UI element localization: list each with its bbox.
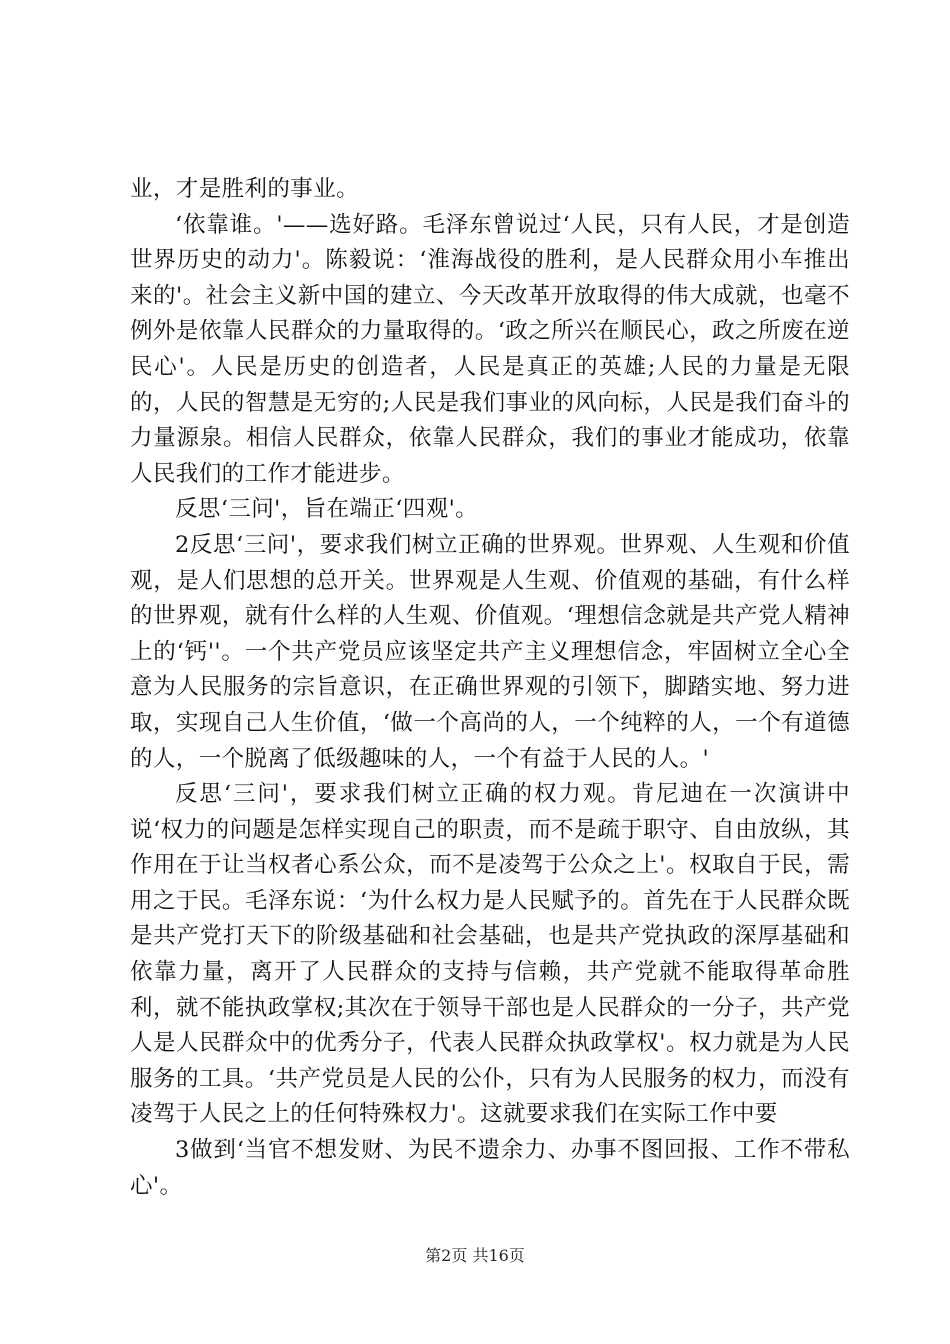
paragraph-2: ‘依靠谁。'——选好路。毛泽东曾说过‘人民，只有人民，才是创造世界历史的动力'。陈毅说：‘淮海战役的胜利，是人民群众用小车推出来的'。社会主义新中国的建立、今天改革开放取得的伟大成就，也毫不例外是依靠人民群众的力量取得的。‘政之所兴在顺民心，政之所废在逆民心'。人民是历史的创造者，人民是真正的英雄;人民的力量是无限的，人民的智慧是无穷的;人民是我们事业的风向标，人民是我们奋斗的力量源泉。相信人民群众，依靠人民群众，我们的事业才能成功，依靠人民我们的工作才能进步。 xyxy=(130,211,850,487)
paragraph-6: 3做到‘当官不想发财、为民不遗余力、办事不图回报、工作不带私心'。 xyxy=(130,1137,850,1199)
paragraph-1: 业，才是胜利的事业。 xyxy=(130,176,360,202)
document-body xyxy=(130,172,850,1204)
paragraph-4: 2反思‘三问'，要求我们树立正确的世界观。世界观、人生观和价值观，是人们思想的总开关。世界观是人生观、价值观的基础，有什么样的世界观，就有什么样的人生观、价值观。‘理想信念就是共产党人精神上的‘钙''。一个共产党员应该坚定共产主义理想信念，牢固树立全心全意为人民服务的宗旨意识，在正确世界观的引领下，脚踏实地、努力进取，实现自己人生价值，‘做一个高尚的人，一个纯粹的人，一个有道德的人，一个脱离了低级趣味的人，一个有益于人民的人。' xyxy=(130,531,850,772)
page-number: 第2页 共16页 xyxy=(425,1246,525,1265)
paragraph-3: 反思‘三问'，旨在端正‘四观'。 xyxy=(175,496,479,523)
paragraph-5: 反思‘三问'，要求我们树立正确的权力观。肯尼迪在一次演讲中说‘权力的问题是怎样实现自己的职责，而不是疏于职守、自由放纵，其作用在于让当权者心系公众，而不是凌驾于公众之上'。权取自于民，需用之于民。毛泽东说：‘为什么权力是人民赋予的。首先在于人民群众既是共产党打天下的阶级基础和社会基础，也是共产党执政的深厚基础和依靠力量，离开了人民群众的支持与信赖，共产党就不能取得革命胜利，就不能执政掌权;其次在于领导干部也是人民群众的一分子，共产党人是人民群众中的优秀分子，代表人民群众执政掌权'。权力就是为人民服务的工具。‘共产党员是人民的公仆，只有为人民服务的权力，而没有凌驾于人民之上的任何特殊权力'。这就要求我们在实际工作中要 xyxy=(130,781,850,1128)
